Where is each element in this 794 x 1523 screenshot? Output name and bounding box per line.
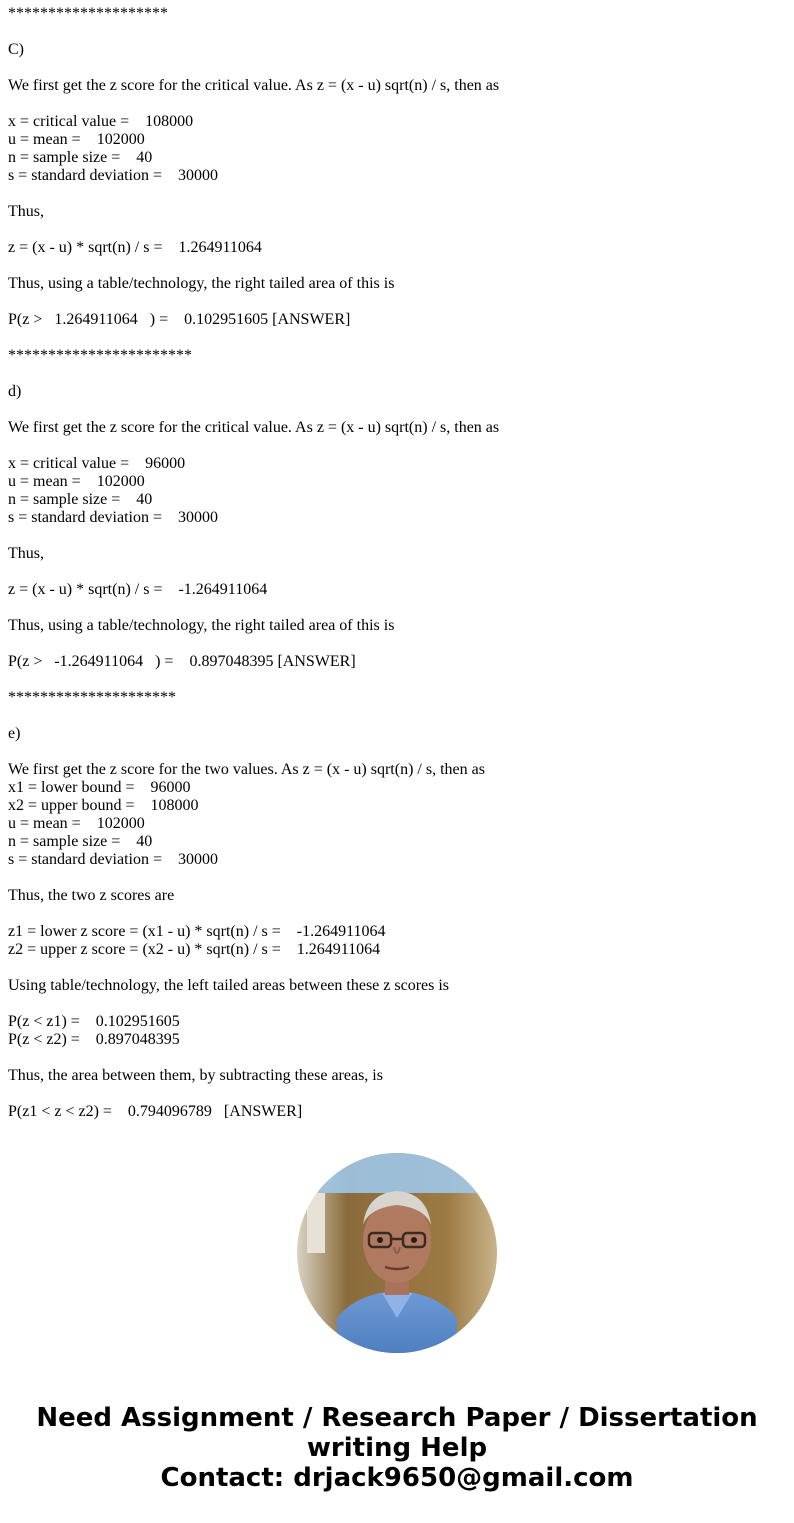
text-line: s = standard deviation = 30000 xyxy=(8,167,219,184)
text-line: Thus, xyxy=(8,203,44,220)
text-line: We first get the z score for the critical value. As z = (x - u) sqrt(n) / s, then as xyxy=(8,419,500,436)
text-line: Thus, the area between them, by subtracting these areas, is xyxy=(8,1067,383,1084)
text-line: Thus, using a table/technology, the right tailed area of this is xyxy=(8,617,395,634)
text-line: u = mean = 102000 xyxy=(8,815,145,832)
text-line xyxy=(8,257,788,275)
text-line: ********************* xyxy=(8,689,176,706)
text-line: n = sample size = 40 xyxy=(8,149,153,166)
text-line: z1 = lower z score = (x1 - u) * sqrt(n) / s = -1.264911064 xyxy=(8,923,386,940)
footer-line-2: writing Help xyxy=(306,1433,488,1463)
text-line xyxy=(8,869,788,887)
footer-contact xyxy=(0,1403,794,1493)
text-line xyxy=(8,59,788,77)
text-line: Thus, the two z scores are xyxy=(8,887,175,904)
text-line: P(z1 < z < z2) = 0.794096789 [ANSWER] xyxy=(8,1103,303,1120)
text-line: x = critical value = 96000 xyxy=(8,455,186,472)
solution-text xyxy=(8,5,788,1121)
text-line: s = standard deviation = 30000 xyxy=(8,851,219,868)
text-line: Thus, xyxy=(8,545,44,562)
text-line xyxy=(8,599,788,617)
footer-line-1: Need Assignment / Research Paper / Dissertation xyxy=(36,1403,758,1433)
text-line: P(z > 1.264911064 ) = 0.102951605 [ANSWER] xyxy=(8,311,351,328)
author-photo xyxy=(297,1153,497,1353)
text-line: P(z < z2) = 0.897048395 xyxy=(8,1031,180,1048)
text-line: Thus, using a table/technology, the right tailed area of this is xyxy=(8,275,395,292)
text-line: P(z > -1.264911064 ) = 0.897048395 [ANSWER] xyxy=(8,653,356,670)
text-line: P(z < z1) = 0.102951605 xyxy=(8,1013,180,1030)
text-line: e) xyxy=(8,725,21,742)
text-line xyxy=(8,1049,788,1067)
text-line xyxy=(8,743,788,761)
text-line xyxy=(8,1085,788,1103)
text-line xyxy=(8,671,788,689)
text-line: We first get the z score for the two values. As z = (x - u) sqrt(n) / s, then as xyxy=(8,761,485,778)
text-line xyxy=(8,959,788,977)
text-line: z = (x - u) * sqrt(n) / s = 1.264911064 xyxy=(8,239,262,256)
text-line xyxy=(8,293,788,311)
text-line: C) xyxy=(8,41,24,58)
footer-line-3: Contact: drjack9650@gmail.com xyxy=(160,1463,634,1493)
text-line xyxy=(8,401,788,419)
text-line: We first get the z score for the critical value. As z = (x - u) sqrt(n) / s, then as xyxy=(8,77,500,94)
text-line: x2 = upper bound = 108000 xyxy=(8,797,199,814)
text-line: ******************** xyxy=(8,5,168,22)
text-line: n = sample size = 40 xyxy=(8,833,153,850)
text-line xyxy=(8,437,788,455)
text-line: Using table/technology, the left tailed areas between these z scores is xyxy=(8,977,450,994)
text-line: z2 = upper z score = (x2 - u) * sqrt(n) / s = 1.264911064 xyxy=(8,941,381,958)
text-line: *********************** xyxy=(8,347,192,364)
text-line: d) xyxy=(8,383,22,400)
text-line: z = (x - u) * sqrt(n) / s = -1.264911064 xyxy=(8,581,268,598)
text-line xyxy=(8,185,788,203)
portrait-icon xyxy=(297,1153,497,1353)
text-line xyxy=(8,329,788,347)
text-line xyxy=(8,995,788,1013)
text-line: u = mean = 102000 xyxy=(8,131,145,148)
text-line xyxy=(8,95,788,113)
text-line xyxy=(8,707,788,725)
text-line: x = critical value = 108000 xyxy=(8,113,194,130)
text-line xyxy=(8,365,788,383)
text-line: s = standard deviation = 30000 xyxy=(8,509,219,526)
text-line: x1 = lower bound = 96000 xyxy=(8,779,191,796)
text-line xyxy=(8,221,788,239)
text-line xyxy=(8,563,788,581)
text-line: n = sample size = 40 xyxy=(8,491,153,508)
text-line xyxy=(8,23,788,41)
text-line xyxy=(8,635,788,653)
text-line xyxy=(8,905,788,923)
text-line: u = mean = 102000 xyxy=(8,473,145,490)
text-line xyxy=(8,527,788,545)
